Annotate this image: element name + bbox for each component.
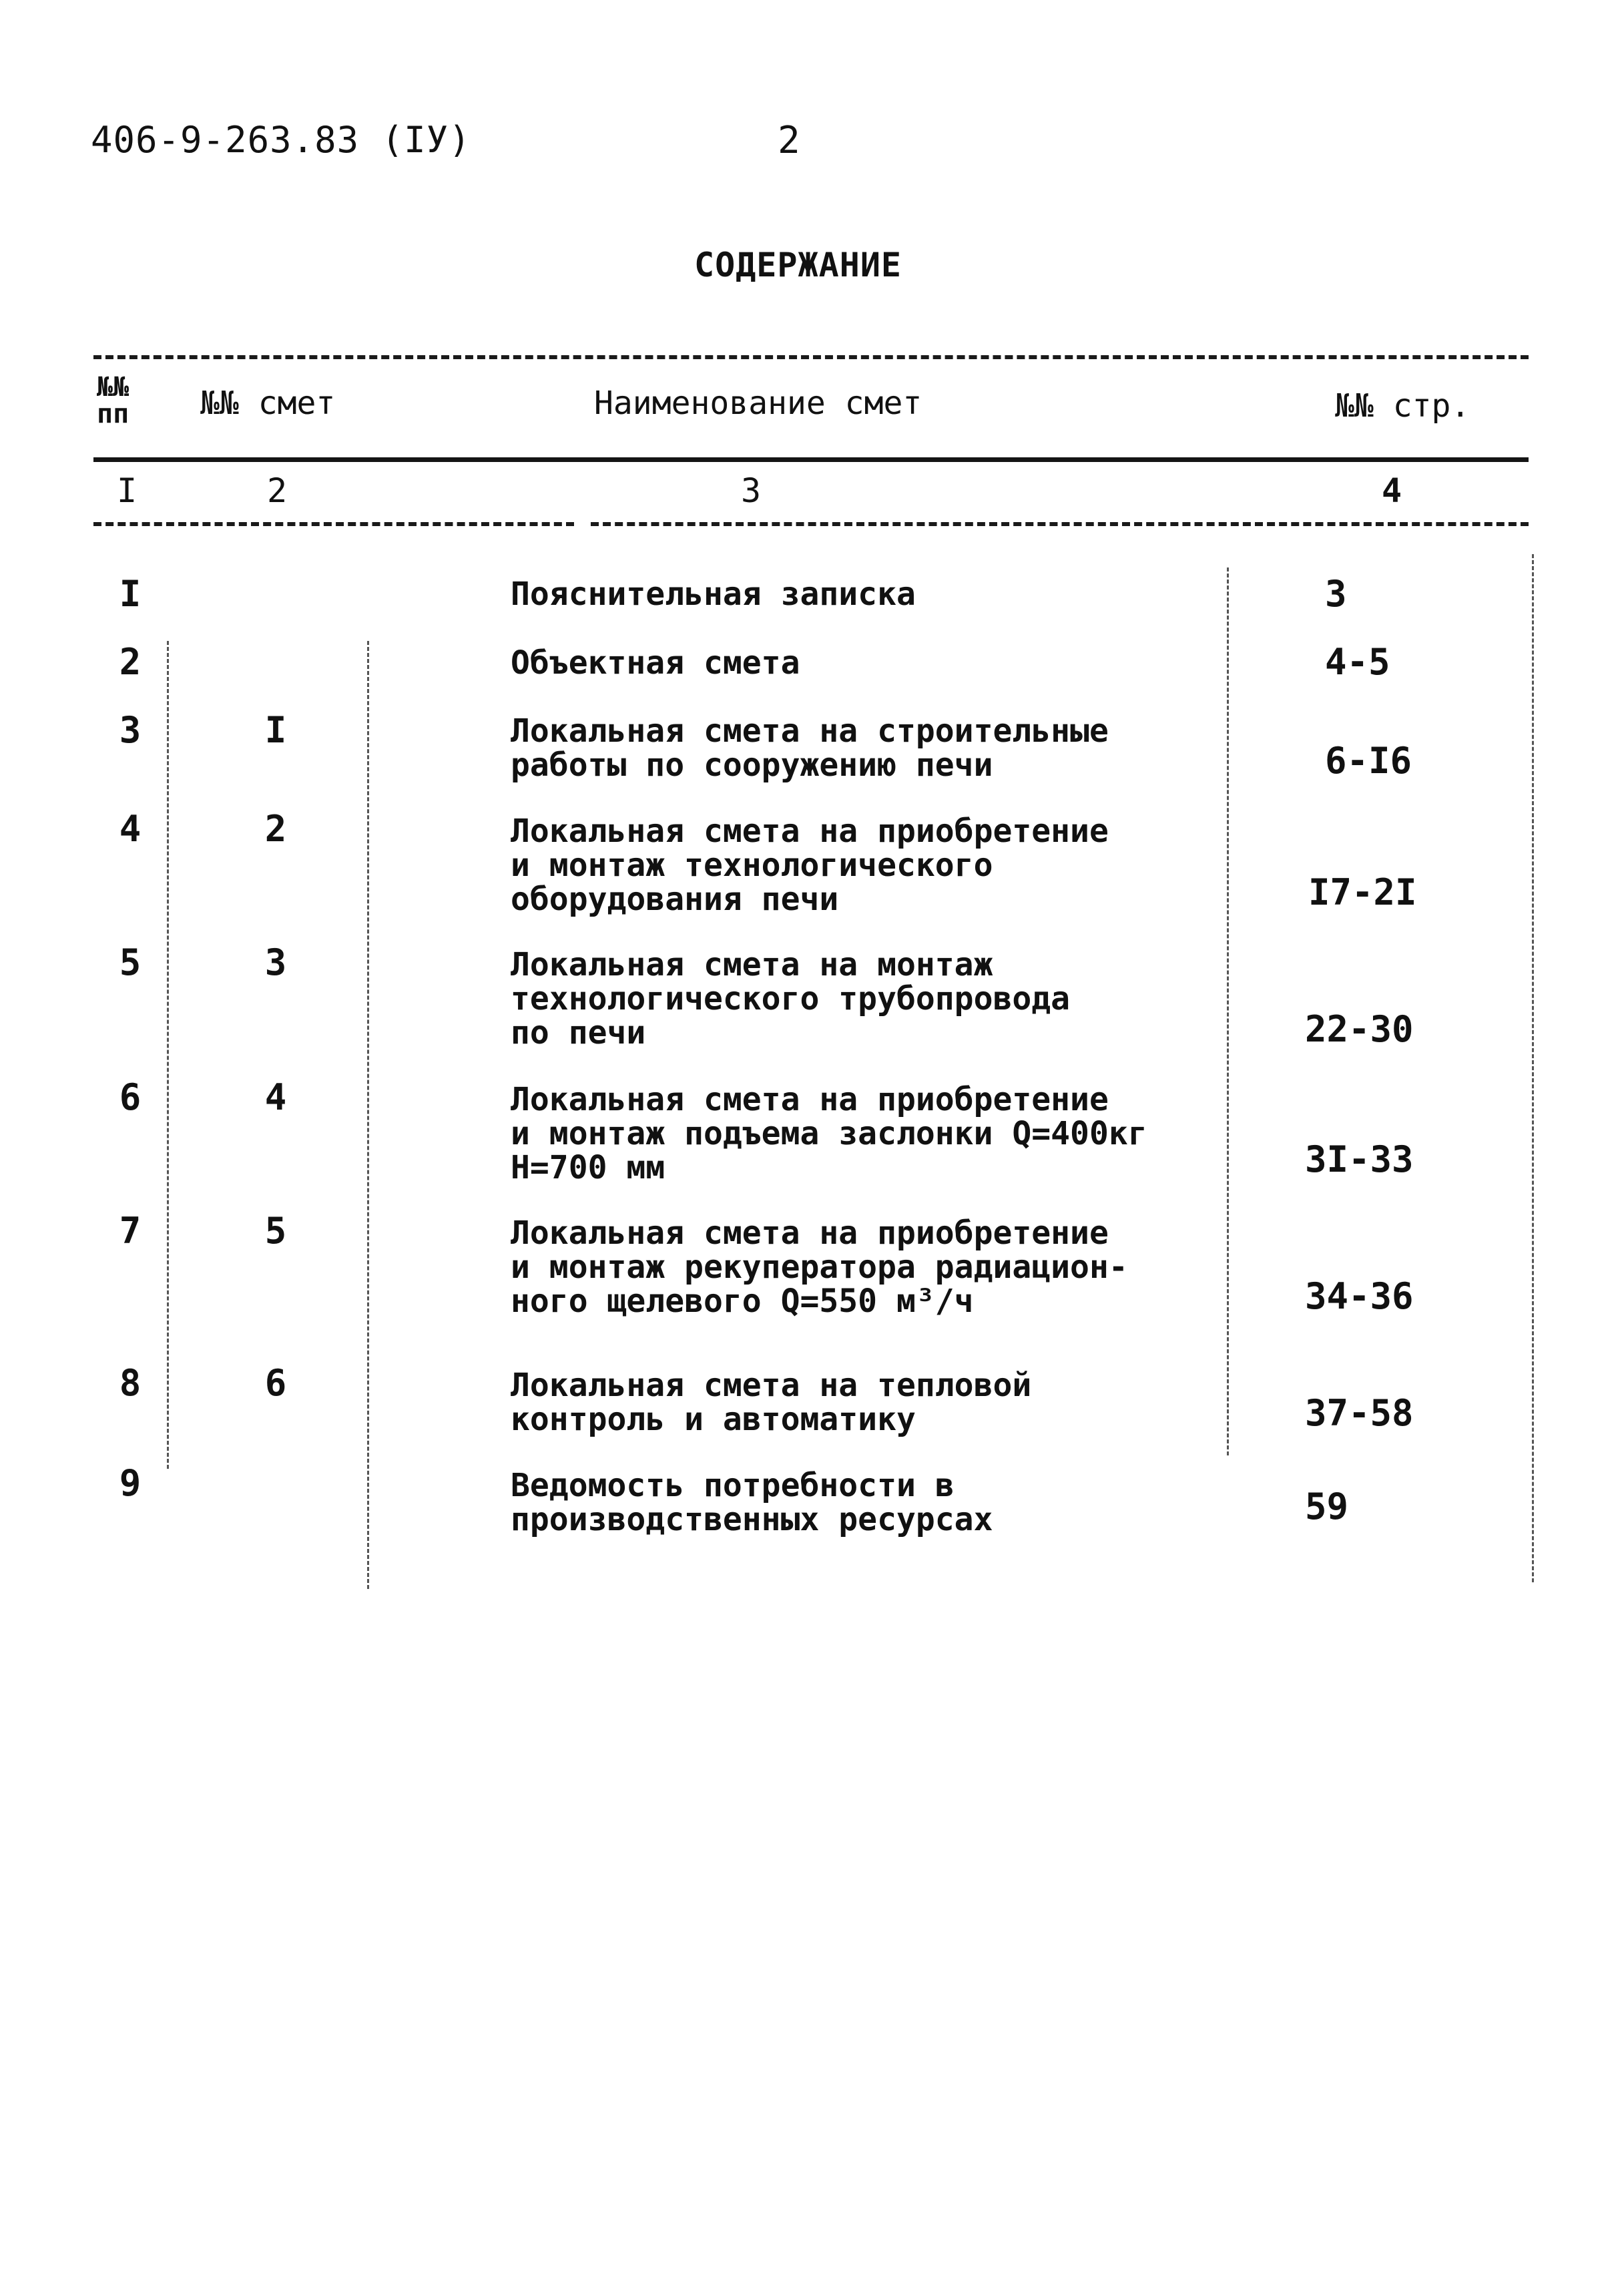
table-top-rule bbox=[93, 355, 1529, 359]
column-numbers-rule-right bbox=[591, 522, 1529, 526]
row-1-number: I bbox=[119, 573, 142, 615]
row-9-number: 9 bbox=[119, 1462, 142, 1504]
column-header-estimate-number: №№ смет bbox=[200, 385, 336, 422]
row-3-number: 3 bbox=[119, 709, 142, 751]
column-number-3: 3 bbox=[740, 471, 762, 510]
row-7-estimate-number: 5 bbox=[264, 1210, 287, 1252]
row-4-pages: I7-2I bbox=[1308, 871, 1417, 913]
document-code: 406-9-263.83 (IУ) bbox=[91, 119, 471, 161]
row-9-pages: 59 bbox=[1305, 1485, 1349, 1528]
column-header-page-numbers: №№ стр. bbox=[1335, 387, 1470, 425]
column-number-1: I bbox=[116, 471, 138, 510]
column-header-estimate-name: Наименование смет bbox=[594, 385, 922, 422]
row-1-pages: 3 bbox=[1325, 573, 1347, 615]
column-separator-3 bbox=[1227, 567, 1229, 1455]
row-2-pages: 4-5 bbox=[1325, 641, 1390, 683]
row-5-pages: 22-30 bbox=[1305, 1008, 1414, 1050]
header-bottom-rule bbox=[93, 457, 1529, 462]
row-8-pages: 37-58 bbox=[1305, 1392, 1414, 1434]
row-2-number: 2 bbox=[119, 641, 142, 683]
column-separator-1 bbox=[167, 641, 169, 1469]
row-7-name: Локальная смета на приобретение и монтаж рекуператора радиацион- ного щелевого Q=550 м³/ч bbox=[511, 1214, 1128, 1320]
row-5-name: Локальная смета на монтаж технологического трубопровода по печи bbox=[511, 946, 1071, 1052]
row-3-estimate-number: I bbox=[264, 709, 287, 751]
row-4-name: Локальная смета на приобретение и монтаж технологического оборудования печи bbox=[511, 813, 1109, 918]
column-separator-2 bbox=[367, 641, 369, 1589]
column-header-item-number bbox=[97, 374, 129, 427]
row-6-pages: 3I-33 bbox=[1305, 1138, 1414, 1180]
row-3-pages: 6-I6 bbox=[1325, 740, 1412, 782]
row-3-name: Локальная смета на строительные работы по сооружению печи bbox=[511, 712, 1109, 784]
row-8-estimate-number: 6 bbox=[264, 1362, 287, 1404]
row-5-number: 5 bbox=[119, 941, 142, 983]
row-4-number: 4 bbox=[119, 808, 142, 850]
column-separator-4 bbox=[1532, 554, 1534, 1582]
row-8-number: 8 bbox=[119, 1362, 142, 1404]
column-number-4: 4 bbox=[1381, 471, 1402, 510]
row-6-name: Локальная смета на приобретение и монтаж подъема заслонки Q=400кг Н=700 мм bbox=[511, 1081, 1147, 1186]
row-5-estimate-number: 3 bbox=[264, 941, 287, 983]
row-7-number: 7 bbox=[119, 1210, 142, 1252]
page-number: 2 bbox=[778, 119, 800, 162]
column-number-2: 2 bbox=[266, 471, 288, 510]
row-6-number: 6 bbox=[119, 1076, 142, 1118]
row-6-estimate-number: 4 bbox=[264, 1076, 287, 1118]
page-title: СОДЕРЖАНИЕ bbox=[694, 246, 902, 284]
row-1-name: Пояснительная записка bbox=[511, 576, 916, 613]
column-header-item-number-line2: пп bbox=[97, 399, 129, 429]
row-4-estimate-number: 2 bbox=[264, 808, 287, 850]
row-2-name: Объектная смета bbox=[511, 644, 800, 682]
row-7-pages: 34-36 bbox=[1305, 1275, 1414, 1317]
column-header-item-number-line1: №№ bbox=[97, 372, 129, 403]
column-numbers-rule-left bbox=[93, 522, 574, 526]
row-8-name: Локальная смета на тепловой контроль и автоматику bbox=[511, 1367, 1032, 1438]
row-9-name: Ведомость потребности в производственных ресурсах bbox=[511, 1467, 993, 1538]
